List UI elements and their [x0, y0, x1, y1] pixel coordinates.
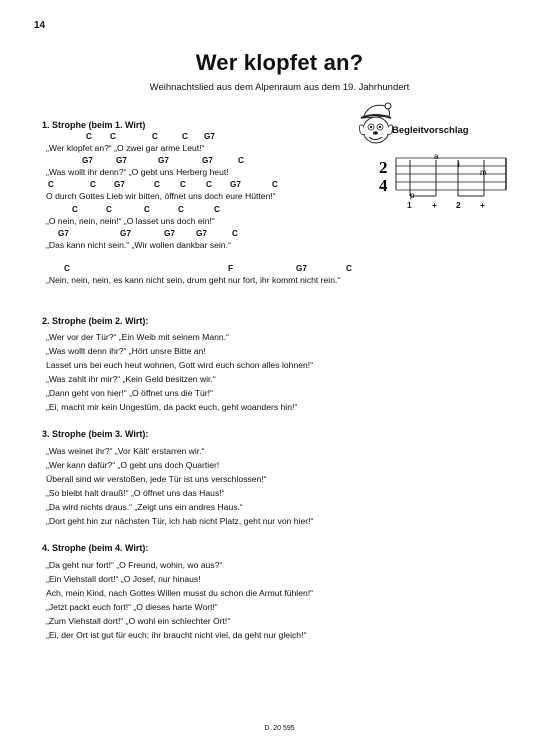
staff-letter-m: m	[480, 168, 487, 177]
accompaniment-staff	[376, 150, 508, 202]
lyric-line: „Ei, macht mir kein Ungestüm, da packt euch, geht woanders hin!“	[46, 402, 298, 412]
lyric-line: „Da wird nichts draus.“ „Zeigt uns ein andres Haus.“	[46, 502, 243, 512]
lyric-line: „Da geht nur fort!“ „O Freund, wohin, wo aus?“	[46, 560, 223, 570]
chord: G7	[58, 229, 69, 238]
chord: C	[214, 205, 220, 214]
chord: C	[206, 180, 212, 189]
staff-letter-a: a	[434, 152, 439, 161]
chord: G7	[82, 156, 93, 165]
chord: G7	[158, 156, 169, 165]
chord: C	[110, 132, 116, 141]
chord: C	[154, 180, 160, 189]
chord-line	[46, 132, 246, 143]
mascot-illustration	[355, 100, 395, 148]
staff-letter-p: p	[410, 191, 415, 200]
chord: C	[238, 156, 244, 165]
stanza-3-heading: 3. Strophe (beim 3. Wirt):	[42, 429, 149, 439]
lyric-line: „Nein, nein, nein, es kann nicht sein, drum geht nur fort, ihr kommt nicht rein.“	[46, 275, 341, 285]
lyric-line: „Ei, der Ort ist gut für euch; ihr braucht nicht viel, da geht nur gleich!“	[46, 630, 307, 640]
time-signature-bottom: 4	[379, 176, 388, 195]
lyric-line: O durch Gottes Lieb wir bitten, öffnet uns doch eure Hütten!“	[46, 191, 276, 201]
chord-line	[46, 264, 366, 275]
chord-line	[46, 156, 266, 167]
lyric-line: „Was wollt ihr denn?“ „O gebt uns Herberg heut!	[46, 167, 229, 177]
chord: G7	[204, 132, 215, 141]
lyric-line: Ach, mein Kind, nach Gottes Willen musst du schon die Armut fühlen!“	[46, 588, 314, 598]
lyric-line: „Was wollt denn ihr?“ „Hört unsre Bitte an!	[46, 346, 206, 356]
chord: C	[152, 132, 158, 141]
chord: F	[228, 264, 234, 273]
chord: C	[144, 205, 150, 214]
page-number: 14	[34, 20, 46, 31]
staff-lines	[396, 158, 506, 190]
chord-line	[46, 229, 266, 240]
chord-line	[46, 180, 306, 191]
chord: C	[90, 180, 96, 189]
lyric-line: „Jetzt packt euch fort!“ „O dieses harte Wort!“	[46, 602, 218, 612]
lyric-line: „Was weinet ihr?“ „Vor Kält' erstarren wir.“	[46, 446, 205, 456]
song-subtitle: Weihnachtslied aus dem Alpenraum aus dem 19. Jahrhundert	[149, 82, 410, 93]
chord: C	[182, 132, 188, 141]
chord-line	[46, 205, 246, 216]
lyric-line: „Dann geht von hier!“ „O öffnet uns die Tür!“	[46, 388, 213, 398]
lyric-line: Überall sind wir verstoßen, jede Tür ist uns verschlossen!“	[46, 474, 267, 484]
song-title: Wer klopfet an?	[195, 50, 364, 75]
count-1: 1	[407, 200, 412, 210]
chord: C	[72, 205, 78, 214]
chord: C	[346, 264, 352, 273]
chord: G7	[114, 180, 125, 189]
stanza-2-heading: 2. Strophe (beim 2. Wirt):	[42, 316, 149, 326]
chord: C	[232, 229, 238, 238]
chord: C	[106, 205, 112, 214]
chord: C	[178, 205, 184, 214]
chord: C	[86, 132, 92, 141]
chord: C	[48, 180, 54, 189]
count-2: 2	[456, 200, 461, 210]
count-and-1: +	[432, 200, 437, 210]
lyric-line: „Dort geht hin zur nächsten Tür, ich hab nicht Platz, geht nur von hier!“	[46, 516, 314, 526]
lyric-line: „Wer vor der Tür?“ „Ein Weib mit seinem Mann.“	[46, 332, 229, 342]
staff-letter-i: i	[458, 160, 460, 169]
lyric-line: „Das kann nicht sein.“ „Wir wollen dankbar sein.“	[46, 240, 231, 250]
lyric-line: „Ein Viehstall dort!“ „O Josef, nur hinaus!	[46, 574, 201, 584]
chord: C	[64, 264, 70, 273]
chord: G7	[230, 180, 241, 189]
chord: G7	[196, 229, 207, 238]
lyric-line: „Was zahlt ihr mir?“ „Kein Geld besitzen wir.“	[46, 374, 216, 384]
catalog-number: D. 20 595	[264, 725, 295, 732]
chord: G7	[116, 156, 127, 165]
strum-pattern	[410, 160, 484, 196]
time-signature-top: 2	[379, 158, 388, 177]
stanza-1-heading: 1. Strophe (beim 1. Wirt)	[42, 120, 146, 130]
lyric-line: „Wer klopfet an?“ „O zwei gar arme Leut!“	[46, 143, 205, 153]
lyric-line: „O nein, nein, nein!“ „O lasset uns doch ein!“	[46, 216, 215, 226]
chord: G7	[164, 229, 175, 238]
count-and-2: +	[480, 200, 485, 210]
lyric-line: Lasset uns bei euch heut wohnen, Gott wird euch schon alles lohnen!“	[46, 360, 314, 370]
chord: G7	[120, 229, 131, 238]
lyric-line: „Wer kann dafür?“ „O gebt uns doch Quartier!	[46, 460, 220, 470]
chord: G7	[202, 156, 213, 165]
accompaniment-label: Begleitvorschlag	[392, 125, 469, 136]
chord: G7	[296, 264, 307, 273]
lyric-line: „So bleibt halt drauß!“ „O öffnet uns das Haus!“	[46, 488, 225, 498]
chord: C	[272, 180, 278, 189]
stanza-4-heading: 4. Strophe (beim 4. Wirt):	[42, 543, 149, 553]
chord: C	[180, 180, 186, 189]
lyric-line: „Zum Viehstall dort!“ „O wohl ein schlechter Ort!“	[46, 616, 231, 626]
